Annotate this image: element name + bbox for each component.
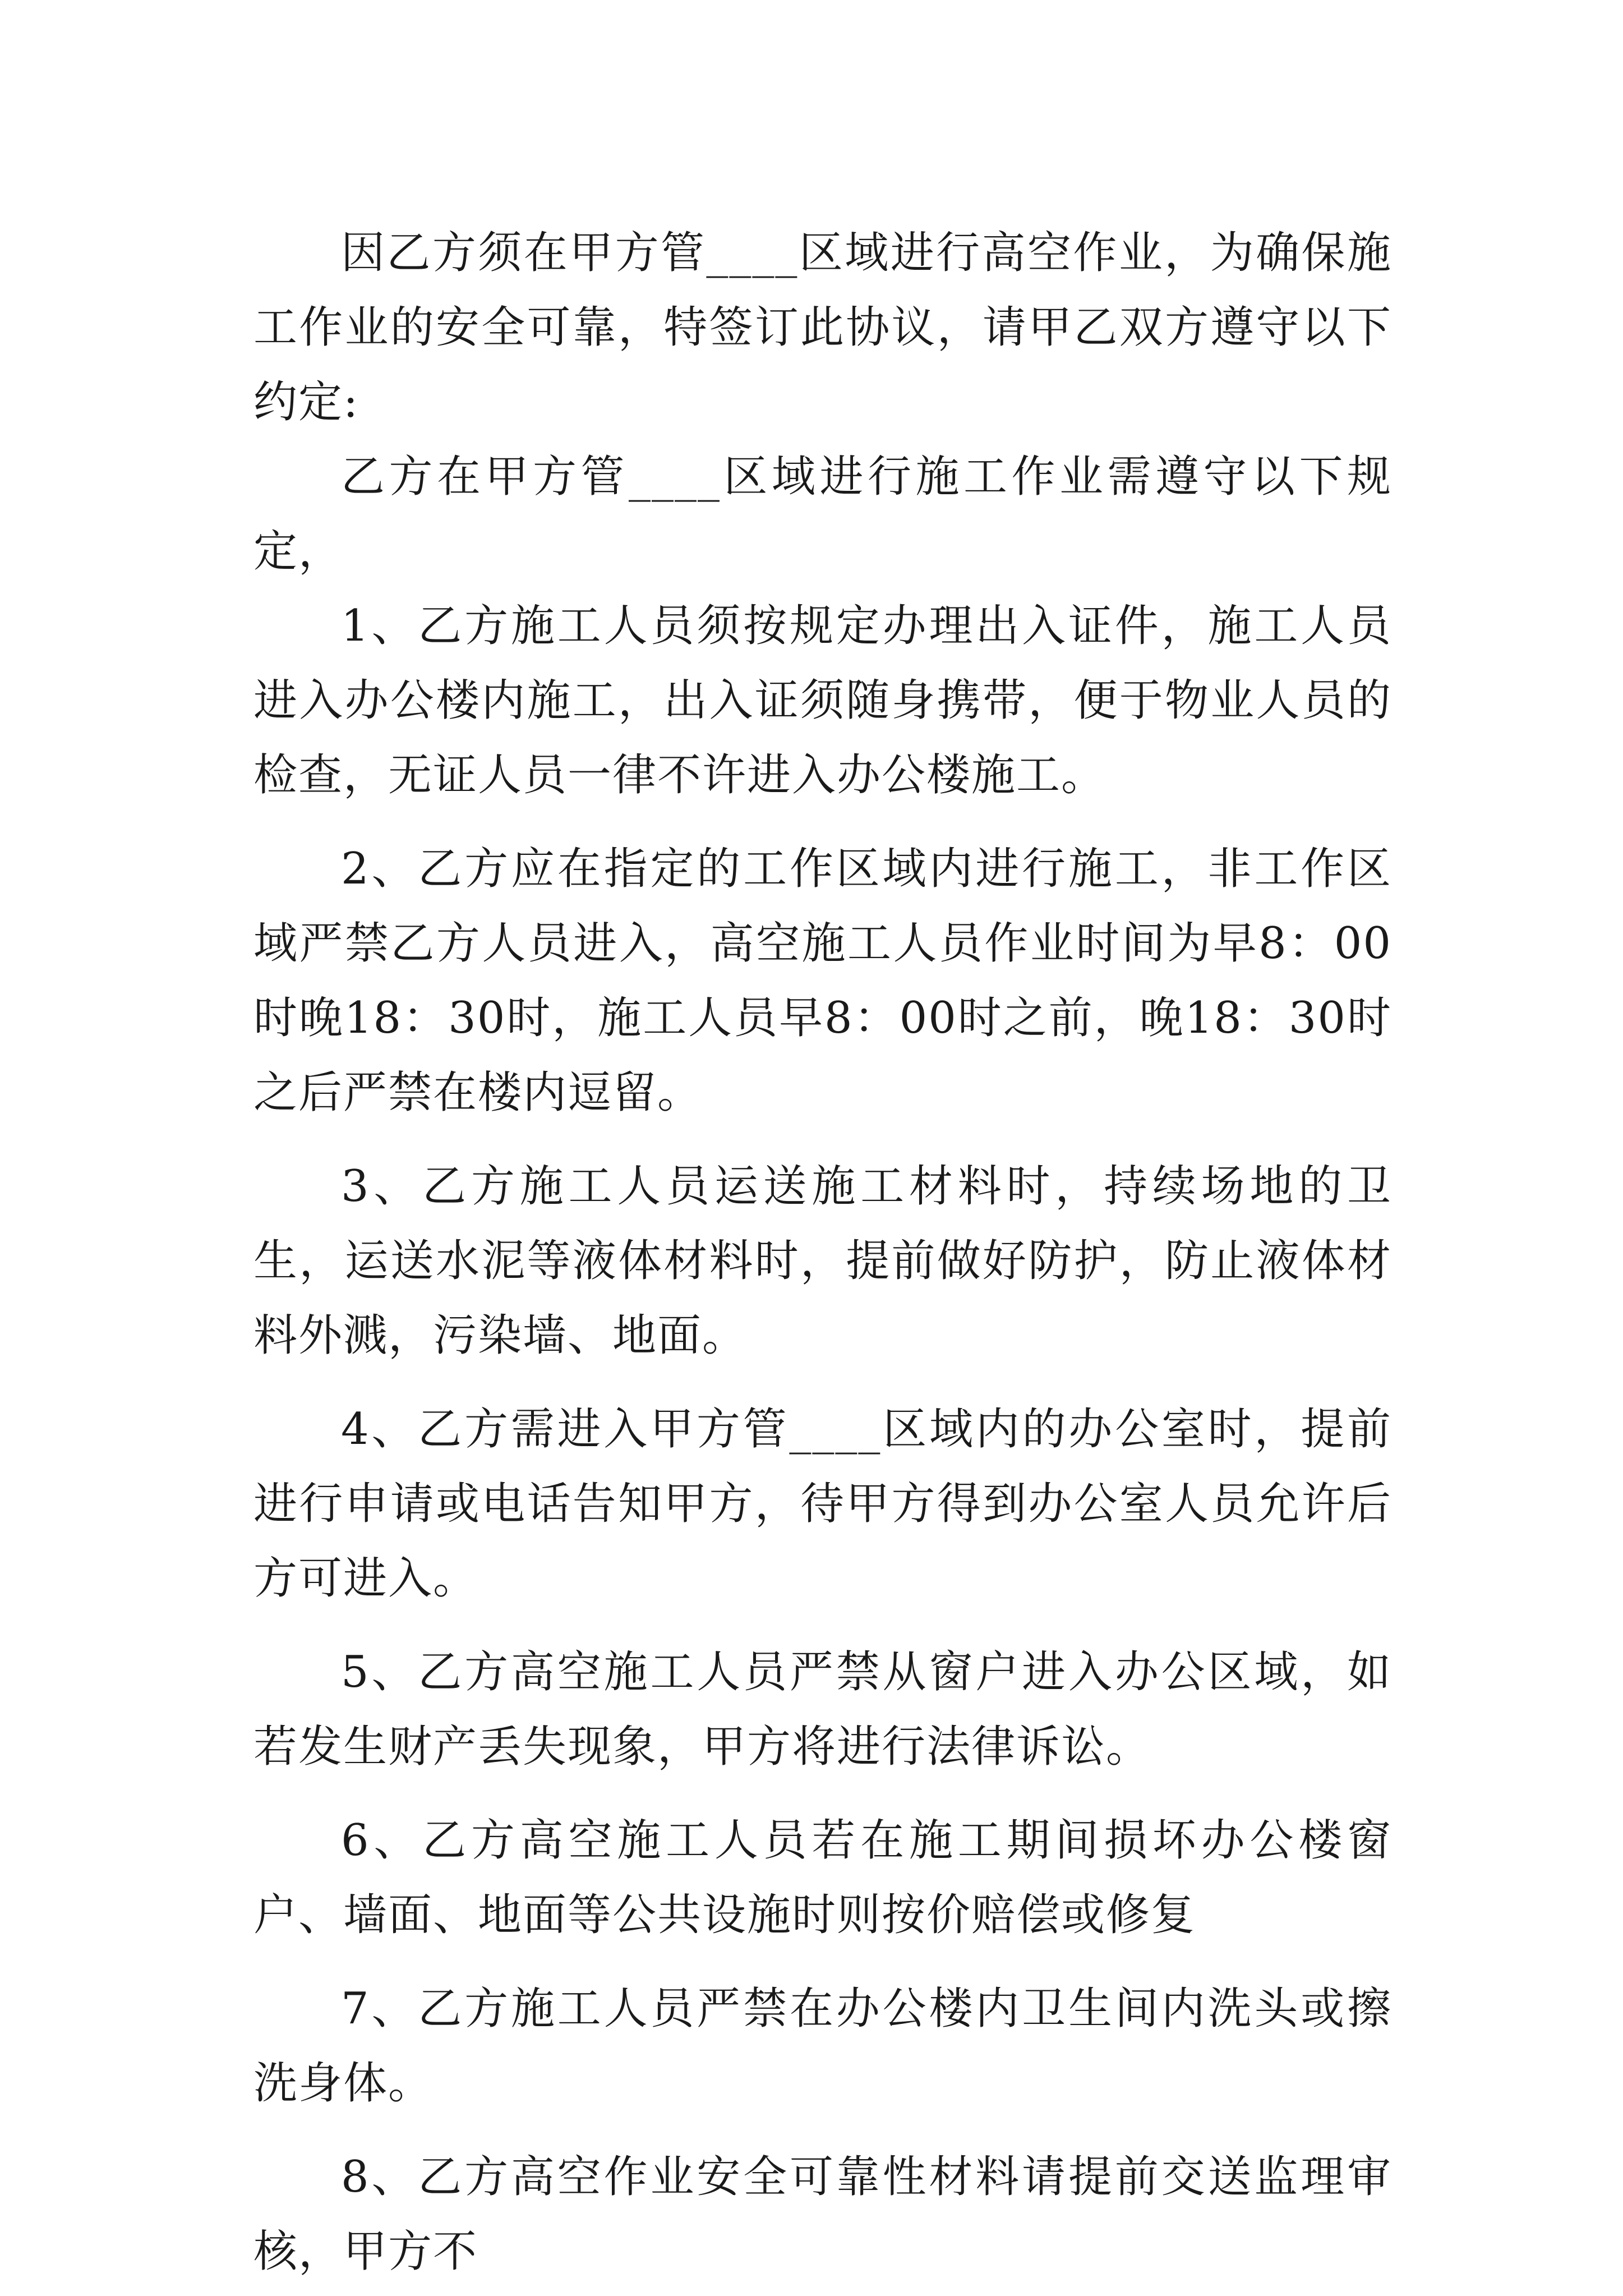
paragraph-rule-1: 1、乙方施工人员须按规定办理出入证件，施工人员进入办公楼内施工，出入证须随身携带，便于物业人员的检查，无证人员一律不许进入办公楼施工。 — [253, 601, 1392, 800]
paragraph-rule-6: 6、乙方高空施工人员若在施工期间损坏办公楼窗户、墙面、地面等公共设施时则按价赔偿或修复 — [253, 1815, 1392, 1940]
document-body — [253, 216, 1392, 2289]
paragraph-rule-5: 5、乙方高空施工人员严禁从窗户进入办公区域，如若发生财产丢失现象，甲方将进行法律诉讼。 — [253, 1647, 1392, 1772]
paragraph-intro: 因乙方须在甲方管____区域进行高空作业，为确保施工作业的安全可靠，特签订此协议，请甲乙双方遵守以下约定: — [253, 228, 1392, 427]
paragraph-rule-8: 8、乙方高空作业安全可靠性材料请提前交送监理审核，甲方不 — [253, 2152, 1392, 2277]
paragraph-rule-7: 7、乙方施工人员严禁在办公楼内卫生间内洗头或擦洗身体。 — [253, 1984, 1392, 2109]
paragraph-rule-4: 4、乙方需进入甲方管____区域内的办公室时，提前进行申请或电话告知甲方，待甲方得到办公室人员允许后方可进入。 — [253, 1404, 1392, 1604]
paragraph-rules-heading: 乙方在甲方管____区域进行施工作业需遵守以下规定， — [253, 452, 1392, 577]
paragraph-rule-3: 3、乙方施工人员运送施工材料时，持续场地的卫生，运送水泥等液体材料时，提前做好防护，防止液体材料外溅，污染墙、地面。 — [253, 1161, 1392, 1361]
paragraph-rule-2: 2、乙方应在指定的工作区域内进行施工，非工作区域严禁乙方人员进入，高空施工人员作业时间为早8：00时晚18：30时，施工人员早8：00时之前，晚18：30时之后严禁在楼内逗留。 — [253, 844, 1392, 1118]
